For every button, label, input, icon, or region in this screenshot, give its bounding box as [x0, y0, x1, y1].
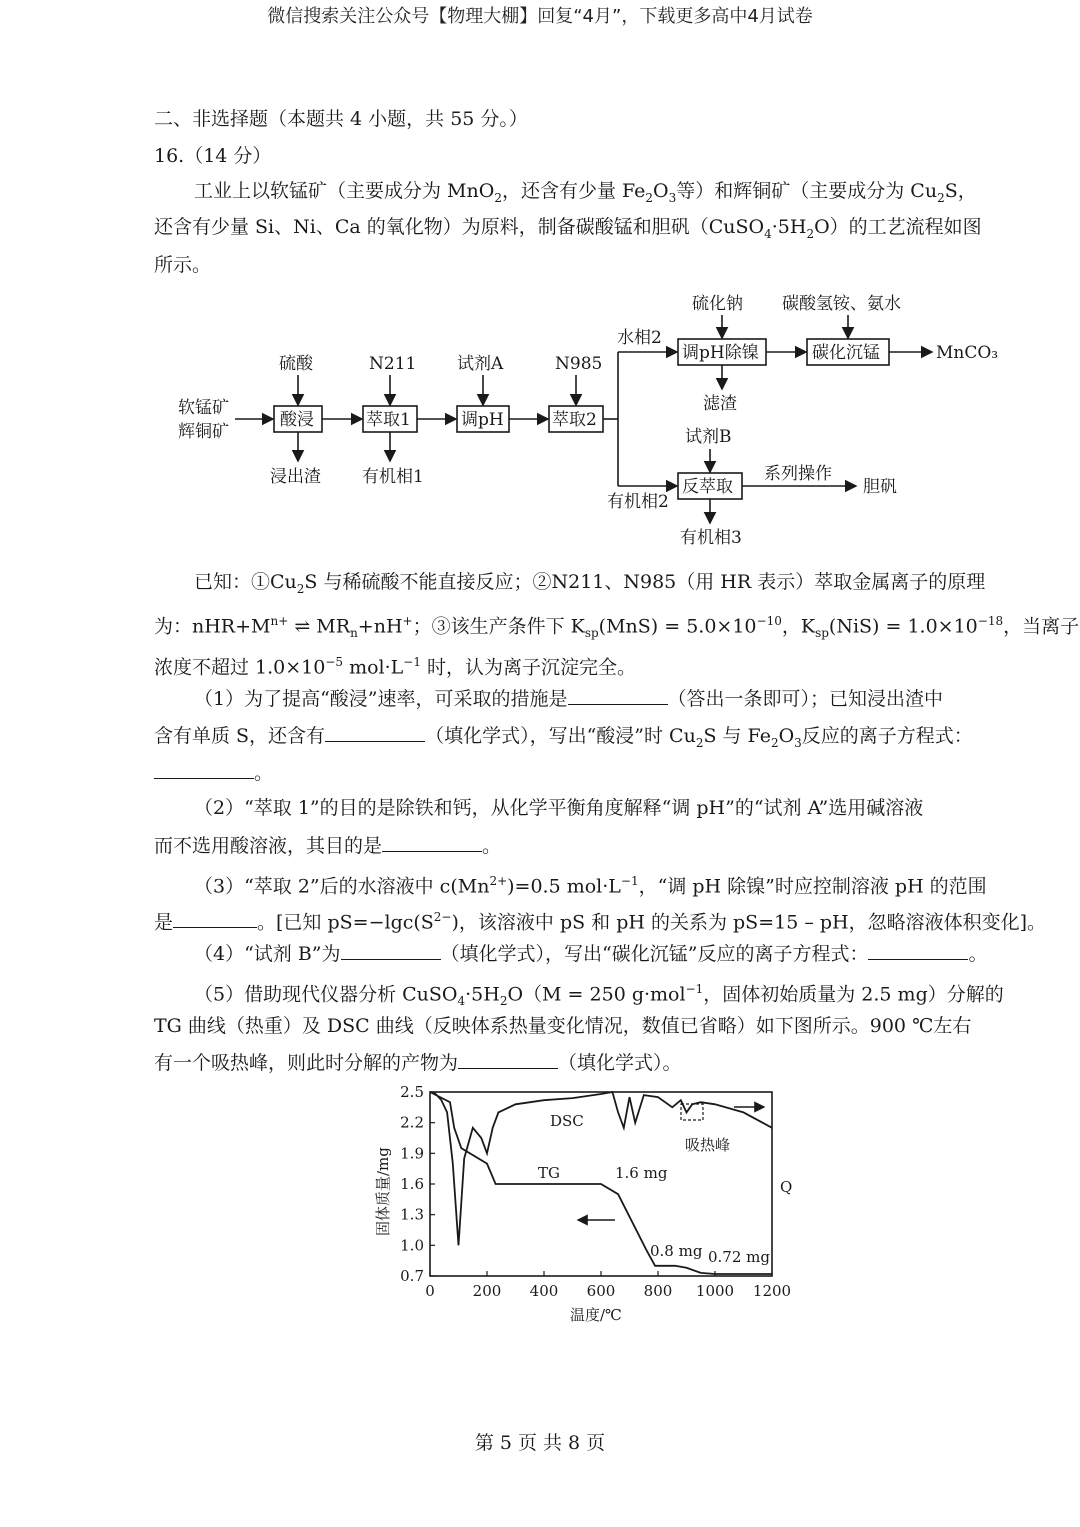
intro-line-3: 所示。	[154, 254, 212, 276]
known-line-3: 浓度不超过 $1.0\times 10^{-5}$ $mol\cdot L^{-1}$ 时，认为离子沉淀完全。	[154, 655, 637, 679]
known-line-2: 为：$nHR+M^{n+}$ ⇌ $MR_n+nH^+$；③该生产条件下 $K_{sp}(MnS) = 5.0\times 10^{-10}$，$K_{sp}(NiS) = 1.0\times 10^{-18}$，当离子	[154, 614, 1080, 641]
section-title: 二、非选择题（本题共 4 小题，共 55 分。）	[154, 108, 528, 130]
y-tick-label: 2.5	[400, 1083, 424, 1101]
tg-dsc-chart	[360, 1080, 810, 1330]
y-tick-label: 1.9	[400, 1144, 424, 1163]
y-axis-label: 固体质量/mg	[374, 1147, 392, 1236]
question-number: 16.（14 分）	[154, 145, 272, 167]
annotation-1-6mg: 1.6 mg	[615, 1164, 668, 1182]
answer-blank[interactable]	[341, 941, 441, 960]
answer-blank[interactable]	[458, 1050, 558, 1069]
label-extract2: 萃取2	[552, 410, 597, 430]
label-acid-leach: 酸浸	[280, 410, 314, 430]
annotation-0-72mg: 0.72 mg	[708, 1248, 770, 1266]
label-na2s: 硫化钠	[692, 294, 743, 314]
y-tick-label: 1.3	[400, 1205, 424, 1224]
answer-blank[interactable]	[154, 760, 254, 779]
q3-line-2: 是 。[已知 $pS=-\lg c(S^{2-})$，该溶液中 pS 和 pH 的关系为 pS=15 – pH，忽略溶液体积变化]。	[154, 910, 1047, 934]
x-tick-label: 1200	[752, 1282, 792, 1300]
x-tick-label: 0	[425, 1282, 435, 1300]
q5-line-2: TG 曲线（热重）及 DSC 曲线（反映体系热量变化情况，数值已省略）如下图所示。900 ℃左右	[154, 1015, 972, 1037]
label-acid: 硫酸	[279, 354, 313, 374]
y2-axis-label: Q	[780, 1178, 793, 1196]
label-reagent-a: 试剂A	[457, 354, 504, 374]
label-n211: N211	[369, 354, 417, 374]
annotation-tg: TG	[538, 1164, 560, 1182]
q3-line-1: （3）“萃取 2”后的水溶液中 $c(Mn^{2+})=0.5$ $mol\cdot L^{-1}$，“调 pH 除镍”时应控制溶液 pH 的范围	[194, 874, 987, 898]
x-tick-label: 200	[472, 1282, 502, 1300]
label-raw-2: 辉铜矿	[178, 422, 229, 442]
q1-line-3: 。	[154, 760, 273, 785]
answer-blank[interactable]	[325, 723, 425, 742]
label-filter-residue: 滤渣	[703, 394, 737, 414]
y-tick-label: 1.6	[400, 1175, 424, 1193]
x-tick-label: 400	[529, 1282, 559, 1300]
x-tick-label: 1000	[695, 1282, 735, 1300]
answer-blank[interactable]	[568, 686, 668, 705]
q2-line-2: 而不选用酸溶液，其目的是 。	[154, 835, 502, 857]
known-line-1: 已知：$①Cu_2S$ 与稀硫酸不能直接反应；②N211、N985（用 HR 表示）萃取金属离子的原理	[194, 571, 986, 596]
q5-line-3: 有一个吸热峰，则此时分解的产物为 （填化学式）。	[154, 1052, 682, 1074]
answer-blank[interactable]	[868, 941, 968, 960]
label-back-extract: 反萃取	[682, 477, 733, 497]
label-residue: 浸出渣	[270, 467, 321, 487]
annotation-endo-peak: 吸热峰	[685, 1136, 731, 1154]
label-mnco3: MnCO₃	[936, 343, 999, 363]
label-extract1: 萃取1	[366, 410, 411, 430]
q4-line: （4）“试剂 B”为 （填化学式），写出“碳化沉锰”反应的离子方程式： 。	[194, 943, 988, 965]
label-reagent-b: 试剂B	[685, 427, 732, 447]
q1-line-2: 含有单质 S，还含有 （填化学式），写出“酸浸”时 $Cu_2S$ 与 $Fe_2O_3$反应的离子方程式：	[154, 725, 973, 750]
y-tick-label: 2.2	[400, 1113, 424, 1132]
tg-curve	[430, 1092, 772, 1274]
y-tick-label: 1.0	[400, 1236, 424, 1255]
label-adjust-ph: 调pH	[461, 410, 504, 430]
x-tick-label: 600	[586, 1282, 616, 1300]
label-organic2: 有机相2	[607, 492, 669, 512]
label-n985: N985	[555, 354, 603, 374]
label-series-ops: 系列操作	[764, 464, 832, 484]
q1-line-1: （1）为了提高“酸浸”速率，可采取的措施是 （答出一条即可）；已知浸出渣中	[194, 688, 944, 710]
y-tick-label: 0.7	[400, 1267, 424, 1285]
label-bluevitriol: 胆矾	[863, 477, 897, 497]
intro-line-2: 还含有少量 Si、Ni、Ca 的氧化物）为原料，制备碳酸锰和胆矾$(CuSO_4\cdot 5H_2O)$的工艺流程如图	[154, 216, 982, 241]
annotation-0-8mg: 0.8 mg	[650, 1242, 703, 1260]
top-banner: 微信搜索关注公众号【物理大棚】回复“4月”，下载更多高中4月试卷	[267, 6, 813, 27]
q2-line-1: （2）“萃取 1”的目的是除铁和钙，从化学平衡角度解释“调 pH”的“试剂 A”选用碱溶液	[194, 797, 924, 819]
answer-blank[interactable]	[382, 833, 482, 852]
label-nh4hco3: 碳酸氢铵、氨水	[782, 294, 901, 314]
process-flowchart	[160, 285, 1020, 555]
x-axis-label: 温度/℃	[570, 1306, 622, 1324]
x-tick-label: 800	[643, 1282, 673, 1300]
label-organic3: 有机相3	[680, 528, 742, 548]
annotation-dsc: DSC	[550, 1112, 584, 1130]
q5-line-1: （5）借助现代仪器分析 $CuSO_4\cdot 5H_2O(M = 250$ g·mol$^{-1}$，固体初始质量为 2.5 mg）分解的	[194, 982, 1004, 1009]
intro-line-1: 工业上以软锰矿（主要成分为 MnO$_2$，还含有少量 $Fe_2O_3$等）和辉铜矿（主要成分为 $Cu_2S$，	[194, 180, 977, 205]
label-mn-precip: 碳化沉锰	[812, 343, 880, 363]
label-remove-ni: 调pH除镍	[682, 343, 759, 363]
label-organic1: 有机相1	[362, 467, 424, 487]
label-raw-1: 软锰矿	[178, 398, 229, 418]
dsc-curve	[430, 1092, 772, 1245]
label-water2: 水相2	[617, 328, 662, 348]
answer-blank[interactable]	[173, 909, 257, 928]
page-footer: 第 5 页 共 8 页	[474, 1432, 606, 1454]
